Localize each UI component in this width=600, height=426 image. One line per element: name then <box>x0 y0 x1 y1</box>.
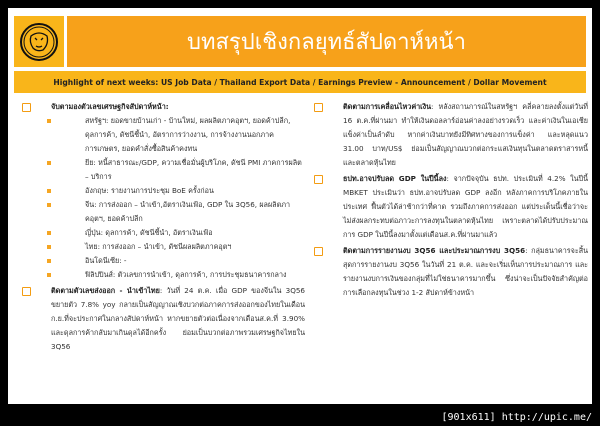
right-column <box>312 100 588 302</box>
square-bullet-icon <box>47 161 51 165</box>
square-bullet-icon <box>47 259 51 263</box>
list-item: จีน: การส่งออก – นำเข้า,อัตราเงินเฟ้อ, GDP ใน 3Q56, ผลผลิตภาคอุตฯ, ยอดค้าปลีก <box>51 198 305 226</box>
list-item: ไทย: การส่งออก – นำเข้า, ดัชนีผลผลิตภาคอุตฯ <box>51 240 305 254</box>
section-title: ธปท.อาจปรับลด GDP ในปีนี้ลง <box>343 174 447 183</box>
square-bullet-icon <box>47 245 51 249</box>
checkbox-bullet-icon <box>314 247 323 256</box>
square-bullet-icon <box>47 273 51 277</box>
highlight-text: Highlight of next weeks: US Job Data / Thailand Export Data / Earnings Preview - Announcement / Dollar Movement <box>53 77 547 87</box>
tiger-logo-icon <box>14 16 64 67</box>
section-body: : หลังสถานการณ์ในสหรัฐฯ คลี่คลายลงตั้งแต่วันที่ 16 ต.ค.ที่ผ่านมา ทำให้เงินดอลลาร์อ่อนค่าลงอย่างรวดเร็ว และค่าเงินในเอเชียแข็งค่าเป็นลำดับ หากค่าเงินบาทยังมีทิศทางของการแข็งค่า และหลุดแนว 31.00 บาท/US$ ย่อมเป็นสัญญาณบวกต่อกระแสเงินทุนในตลาดตราสารหนี้ และตลาดหุ้นไทย <box>343 102 588 167</box>
checkbox-bullet-icon <box>22 103 31 112</box>
section-title: ติดตามการรายงานงบ 3Q56 และประมาณการงบ 3Q56 <box>343 246 526 255</box>
list-item: ฟิลิปปินส์: ตัวเลขการนำเข้า, ดุลการค้า, การประชุมธนาคารกลาง <box>51 268 305 282</box>
list-item: อังกฤษ: รายงานการประชุม BoE ครั้งก่อน <box>51 184 305 198</box>
page-title: บทสรุปเชิงกลยุทธ์สัปดาห์หน้า <box>187 30 466 55</box>
square-bullet-icon <box>47 189 51 193</box>
title-bar <box>67 16 586 67</box>
section-body: : วันที่ 24 ต.ค. เมื่อ GDP ของจีนใน 3Q56 ขยายตัว 7.8% yoy กลายเป็นสัญญาณเชิงบวกต่อภาคการส่งออกของไทยในเดือนก.ย.ที่จะประกาศในกลางสัปดาห์หน้า หากขยายตัวต่อเนื่องจากเดือนส.ค.ที่ 3.90% และดุลการค้ากลับมาเกินดุลได้อีกครั้ง ย่อมเป็นบวกต่อภาพรวมเศรษฐกิจไทยใน 3Q56 <box>51 286 306 351</box>
country-list <box>51 114 305 282</box>
watermark: [901x611] http://upic.me/ <box>441 412 592 423</box>
list-item: ยีย: หนี้สาธารณะ/GDP, ความเชื่อมั่นผู้บริโภค, ดัชนี PMI ภาคการผลิต – บริการ <box>51 156 305 184</box>
list-item: สหรัฐฯ: ยอดขายบ้านเก่า - บ้านใหม่, ผลผลิตภาคอุตฯ, ยอดค้าปลีก, ดุลการค้า, ดัชนีชี้นำ, อัตราการว่างงาน, การจ้างงานนอกภาคการเกษตร, ยอดคำสั่งซื้อสินค้าคงทน <box>51 114 305 156</box>
left-column <box>20 100 305 356</box>
section-title: ติดตามการเคลื่อนไหวค่าเงิน <box>343 102 432 111</box>
section-title: ติดตามตัวเลขส่งออก - นำเข้าไทย <box>51 286 160 295</box>
section-export-import <box>20 284 305 354</box>
list-item: อินโดนีเซีย: - <box>51 254 305 268</box>
section-currency <box>312 100 588 170</box>
section-body: : จากปัจจุบัน ธปท. ประเมินที่ 4.2% ในปีนี้ MBKET ประเมินว่า ธปท.อาจปรับลด GDP ลงอีก หลังภาคการบริโภคภายในประเทศ ฟื้นตัวได้ล่าช้ากว่าที่คาด รวมถึงภาคการส่งออก แต่ประเด็นนี้เชื่อว่าจะไม่ส่งผลกระทบต่อภาวะการลงทุนในตลาดหุ้นไทย เพราะตลาดได้ปรับประมาณการ GDP ในปีนี้ลงมาตั้งแต่เดือนส.ค.ที่ผ่านมาแล้ว <box>343 174 588 239</box>
square-bullet-icon <box>47 119 51 123</box>
section-earnings <box>312 244 588 300</box>
section-bot-gdp <box>312 172 588 242</box>
square-bullet-icon <box>47 203 51 207</box>
section-body: : กลุ่มธนาคารจะสิ้นสุดการรายงานงบ 3Q56 ในวันที่ 21 ต.ค. และจะเริ่มเห็นการประมาณการ และ รายงานงบการเงินของกลุ่มที่ไม่ใช่ธนาคารมากขึ้น ซึ่งน่าจะเป็นปัจจัยสำคัญต่อการเลือกลงทุนในช่วง 1-2 สัปดาห์ข้างหน้า <box>343 246 588 297</box>
checkbox-bullet-icon <box>22 287 31 296</box>
section-title: จับตามองตัวเลขเศรษฐกิจสัปดาห์หน้า: <box>51 102 169 111</box>
checkbox-bullet-icon <box>314 175 323 184</box>
checkbox-bullet-icon <box>314 103 323 112</box>
square-bullet-icon <box>47 231 51 235</box>
list-item: ญี่ปุ่น: ดุลการค้า, ดัชนีชี้นำ, อัตราเงินเฟ้อ <box>51 226 305 240</box>
slide <box>8 8 592 404</box>
highlight-bar <box>14 71 586 93</box>
section-economic-calendar <box>20 100 305 282</box>
